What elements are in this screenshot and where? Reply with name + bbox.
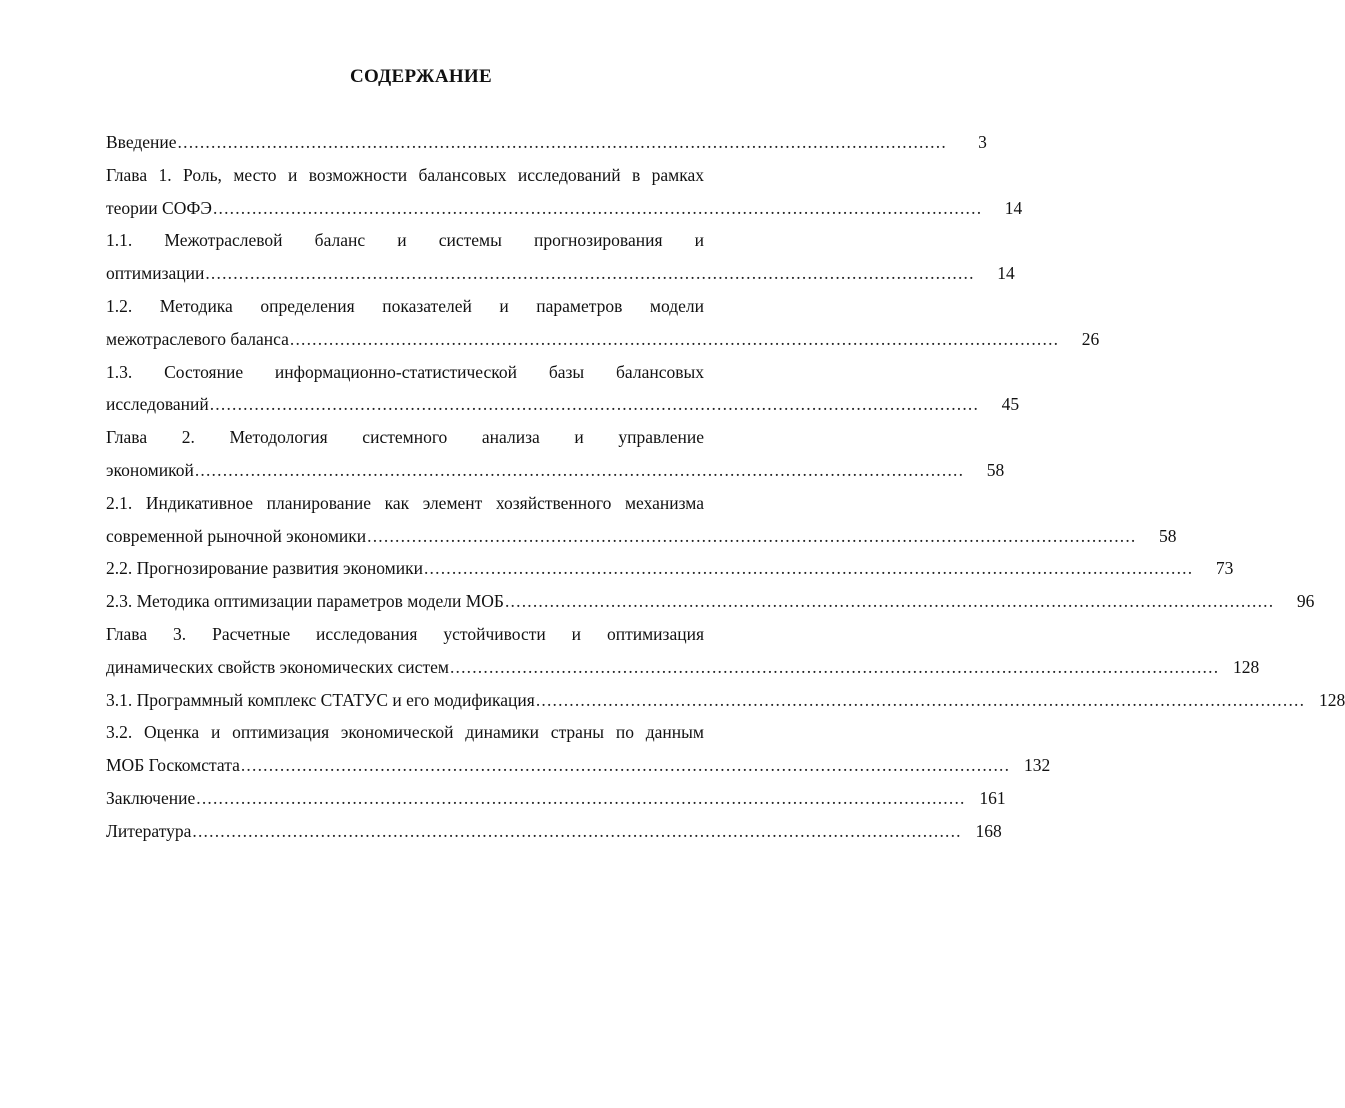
- toc-entry-text-line: 1.2. Методика определения показателей и параметров модели: [106, 295, 704, 316]
- toc-entry[interactable]: [106, 159, 1023, 225]
- toc-entry[interactable]: [106, 126, 987, 159]
- toc-entry[interactable]: [106, 716, 1051, 782]
- toc-entry[interactable]: [106, 782, 1006, 815]
- dot-leader: ..........................................................................................................................................: [212, 197, 983, 218]
- toc-page-number: 128: [1318, 689, 1345, 710]
- toc-entry[interactable]: [106, 421, 1005, 487]
- toc-entry[interactable]: [106, 356, 1020, 422]
- toc-entry-last-line: [106, 126, 987, 159]
- toc-entry-text-line: Глава 1. Роль, место и возможности балансовых исследований в рамках: [106, 164, 704, 185]
- toc-entry-text-line: 1.3. Состояние информационно-статистической базы балансовых: [106, 361, 704, 382]
- toc-entry-title: современной рыночной экономики: [106, 525, 367, 546]
- toc-entry-text-line: 3.2. Оценка и оптимизация экономической динамики страны по данным: [106, 722, 704, 743]
- toc-entry-title: оптимизации: [106, 263, 205, 284]
- toc-entry-last-line: [106, 257, 1015, 290]
- toc-entry-last-line: [106, 782, 1006, 815]
- toc-page-number: 168: [975, 820, 1002, 841]
- toc-page-number: 73: [1215, 558, 1234, 579]
- dot-leader: ..........................................................................................................................................: [449, 656, 1220, 677]
- toc-page-number: 128: [1233, 656, 1260, 677]
- toc-entry-last-line: [106, 388, 1020, 421]
- toc-entry-last-line: [106, 552, 1234, 585]
- toc-entry-title: Литература: [106, 820, 192, 841]
- toc-entry-title: экономикой: [106, 459, 194, 480]
- page-title: СОДЕРЖАНИЕ: [350, 66, 492, 87]
- toc-entry-last-line: [106, 684, 1345, 717]
- toc-entry-last-line: [106, 585, 1315, 618]
- toc-entry[interactable]: [106, 815, 1002, 848]
- toc-entry-text-line: 2.1. Индикативное планирование как элемент хозяйственного механизма: [106, 492, 704, 513]
- toc-entry-text-line: Глава 2. Методология системного анализа и управление: [106, 427, 704, 448]
- toc-entry-last-line: [106, 815, 1002, 848]
- dot-leader: ..........................................................................................................................................: [289, 328, 1060, 349]
- toc-entry[interactable]: [106, 487, 1177, 553]
- toc-entry-last-line: [106, 520, 1177, 553]
- toc-entry[interactable]: [106, 224, 1015, 290]
- dot-leader: ..........................................................................................................................................: [367, 525, 1137, 546]
- toc-page-number: 58: [1159, 525, 1177, 546]
- toc-entry-text-line: 1.1. Межотраслевой баланс и системы прогнозирования и: [106, 230, 704, 251]
- toc-entry-last-line: [106, 651, 1260, 684]
- toc-entry-title: 3.1. Программный комплекс СТАТУС и его модификация: [106, 689, 535, 710]
- toc-entry-title: межотраслевого баланса: [106, 328, 289, 349]
- dot-leader: ..........................................................................................................................................: [205, 263, 975, 284]
- toc-entry-title: МОБ Госкомстата: [106, 755, 240, 776]
- toc-page-number: 58: [986, 459, 1005, 480]
- dot-leader: ..........................................................................................................................................: [192, 820, 962, 841]
- toc-page-number: 161: [979, 787, 1006, 808]
- toc-entry-title: динамических свойств экономических систем: [106, 656, 449, 677]
- toc-entry-title: 2.3. Методика оптимизации параметров модели МОБ: [106, 591, 504, 612]
- toc-entry-title: Введение: [106, 132, 177, 152]
- toc-page-number: 132: [1023, 755, 1051, 776]
- toc-entry[interactable]: [106, 684, 1345, 717]
- toc-entry-last-line: [106, 454, 1005, 487]
- toc-page-number: 3: [978, 132, 987, 152]
- dot-leader: ..........................................................................................................................................: [194, 459, 965, 480]
- dot-leader: ..........................................................................................................................................: [196, 787, 966, 808]
- toc-entry[interactable]: [106, 290, 1100, 356]
- toc-page-number: 14: [1004, 197, 1023, 218]
- toc-page-number: 96: [1296, 591, 1315, 612]
- dot-leader: ..........................................................................................................................................: [535, 689, 1306, 710]
- dot-leader: ..........................................................................................................................................: [177, 132, 947, 152]
- toc-page-number: 14: [997, 263, 1015, 284]
- toc-entry-title: исследований: [106, 394, 209, 415]
- dot-leader: ..........................................................................................................................................: [240, 755, 1011, 776]
- toc-entry[interactable]: [106, 618, 1260, 684]
- toc-entry-text-line: Глава 3. Расчетные исследования устойчивости и оптимизация: [106, 623, 704, 644]
- toc-page-number: 45: [1001, 394, 1020, 415]
- toc-entry-title: 2.2. Прогнозирование развития экономики: [106, 558, 423, 579]
- toc-entry-last-line: [106, 192, 1023, 225]
- table-of-contents: [106, 126, 1345, 848]
- dot-leader: ..........................................................................................................................................: [209, 394, 980, 415]
- toc-entry[interactable]: [106, 585, 1315, 618]
- dot-leader: ..........................................................................................................................................: [423, 558, 1194, 579]
- dot-leader: ..........................................................................................................................................: [504, 591, 1275, 612]
- toc-entry[interactable]: [106, 552, 1234, 585]
- toc-page-number: 26: [1081, 328, 1100, 349]
- toc-entry-last-line: [106, 749, 1051, 782]
- toc-entry-title: теории СОФЭ: [106, 197, 212, 218]
- toc-entry-title: Заключение: [106, 787, 196, 808]
- toc-entry-last-line: [106, 323, 1100, 356]
